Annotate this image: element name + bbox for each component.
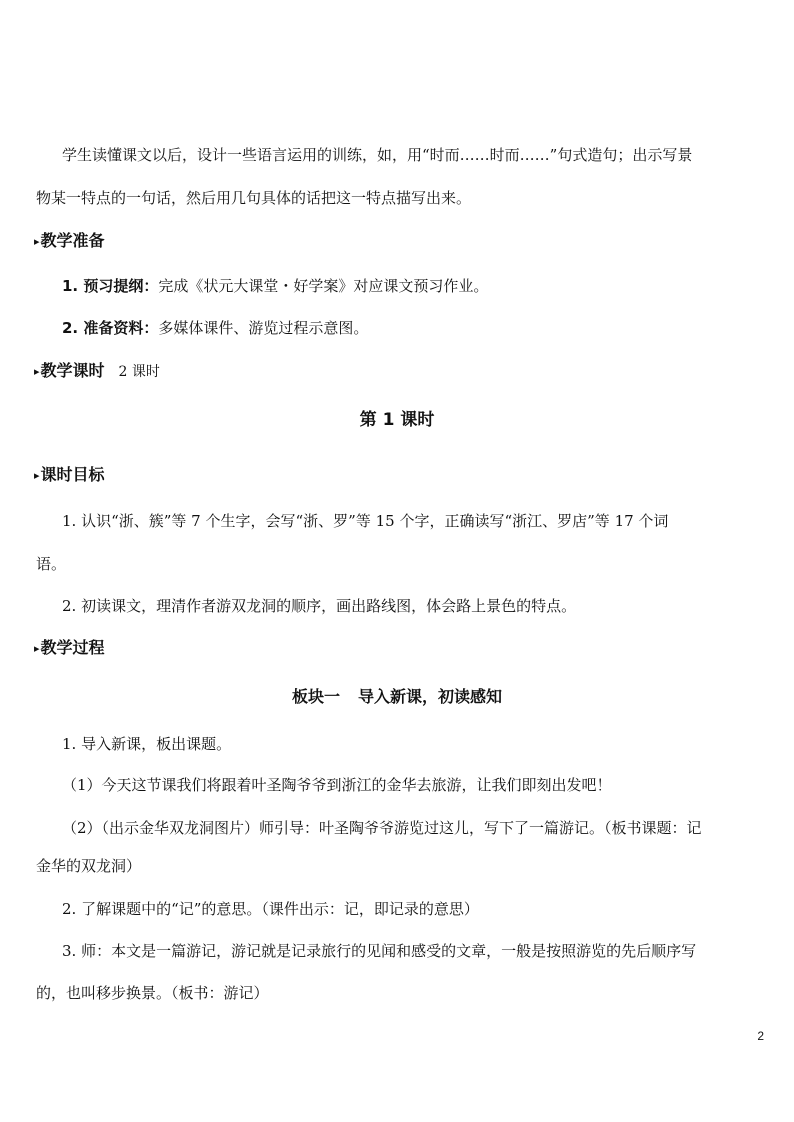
step-2: 2. 了解课题中的“记”的意思。（课件出示：记，即记录的意思） bbox=[62, 900, 479, 918]
step-1-b-line-1: （2）（出示金华双龙洞图片）师引导：叶圣陶爷爷游览过这儿，写下了一篇游记。（板书课题：记 bbox=[62, 819, 702, 837]
triangle-marker-icon: ▸ bbox=[34, 235, 40, 248]
triangle-marker-icon: ▸ bbox=[34, 469, 40, 482]
hours-value: 2 课时 bbox=[118, 364, 160, 380]
step-1-b-line-2: 金华的双龙洞） bbox=[36, 857, 142, 875]
goal-item-1-line-1: 1. 认识“浙、簇”等 7 个生字，会写“浙、罗”等 15 个字，正确读写“浙江、罗店”等 17 个词 bbox=[62, 512, 669, 530]
section-heading-text: 教学准备 bbox=[40, 231, 105, 250]
goal-item-2: 2. 初读课文，理清作者游双龙洞的顺序，画出路线图，体会路上景色的特点。 bbox=[62, 597, 577, 615]
section-heading-hours bbox=[34, 361, 160, 382]
prep-item-2 bbox=[62, 318, 368, 338]
section-heading-text: 教学课时 bbox=[40, 361, 105, 380]
section-heading-text: 课时目标 bbox=[40, 465, 105, 484]
intro-line-2: 物某一特点的一句话，然后用几句具体的话把这一特点描写出来。 bbox=[36, 189, 472, 207]
block-title-text: 导入新课，初读感知 bbox=[358, 687, 503, 706]
step-3-line-2: 的，也叫移步换景。（板书：游记） bbox=[36, 984, 269, 1002]
prep-item-lead: 2. 准备资料： bbox=[62, 319, 159, 337]
lesson-title: 第 1 课时 bbox=[359, 410, 435, 430]
block-title bbox=[0, 687, 794, 707]
step-1-a: （1）今天这节课我们将跟着叶圣陶爷爷到浙江的金华去旅游，让我们即刻出发吧！ bbox=[62, 776, 612, 794]
section-heading-goals bbox=[34, 465, 105, 486]
goal-item-1-line-2: 语。 bbox=[36, 555, 67, 573]
section-heading-prep bbox=[34, 231, 105, 252]
block-label: 板块一 bbox=[291, 687, 340, 706]
prep-item-text: 完成《状元大课堂・好学案》对应课文预习作业。 bbox=[158, 277, 489, 295]
section-heading-text: 教学过程 bbox=[40, 638, 105, 657]
step-1: 1. 导入新课，板出课题。 bbox=[62, 735, 232, 753]
triangle-marker-icon: ▸ bbox=[34, 365, 40, 378]
page-number: 2 bbox=[757, 1029, 764, 1043]
triangle-marker-icon: ▸ bbox=[34, 642, 40, 655]
prep-item-1 bbox=[62, 276, 488, 296]
prep-item-text: 多媒体课件、游览过程示意图。 bbox=[158, 319, 369, 337]
prep-item-lead: 1. 预习提纲： bbox=[62, 277, 159, 295]
section-heading-process bbox=[34, 638, 105, 659]
step-3-line-1: 3. 师：本文是一篇游记，游记就是记录旅行的见闻和感受的文章，一般是按照游览的先后顺序写 bbox=[62, 942, 697, 960]
intro-line-1: 学生读懂课文以后，设计一些语言运用的训练，如，用“时而……时而……”句式造句；出示写景 bbox=[62, 146, 693, 164]
